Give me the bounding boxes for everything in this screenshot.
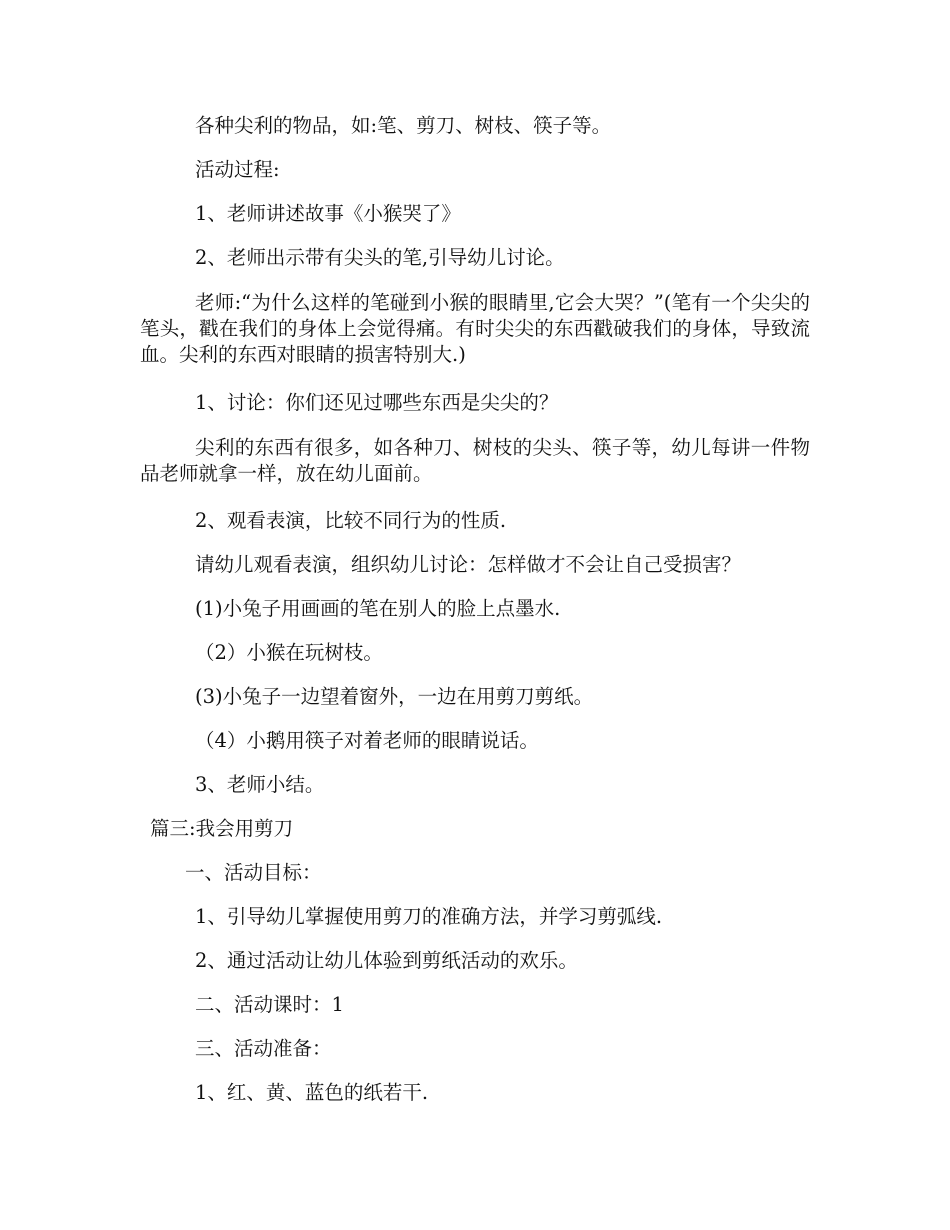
text-line: (1)小兔子用画画的笔在别人的脸上点墨水. xyxy=(195,597,561,620)
text-line: 1、讨论：你们还见过哪些东西是尖尖的？ xyxy=(195,391,559,414)
text-line: 各种尖利的物品，如:笔、剪刀、树枝、筷子等。 xyxy=(195,114,612,137)
text-line: 2、通过活动让幼儿体验到剪纸活动的欢乐。 xyxy=(195,949,578,972)
text-line: 二、活动课时：1 xyxy=(195,993,344,1016)
section-heading: 篇三:我会用剪刀 xyxy=(150,817,294,840)
text-line: （2）小猴在玩树枝。 xyxy=(195,641,383,664)
paragraph: 尖利的东西有很多，如各种刀、树枝的尖头、筷子等，幼儿每讲一件物品老师就拿一样，放在幼儿面前。 xyxy=(140,436,810,485)
text-line: （4）小鹅用筷子对着老师的眼睛说话。 xyxy=(195,729,539,752)
text-line: 1、红、黄、蓝色的纸若干. xyxy=(195,1081,429,1104)
text-line: 2、观看表演，比较不同行为的性质. xyxy=(195,509,507,532)
text-line: 2、老师出示带有尖头的笔,引导幼儿讨论。 xyxy=(195,246,565,269)
text-line: 一、活动目标： xyxy=(185,861,322,884)
text-line: 活动过程: xyxy=(195,158,280,181)
text-line: (3)小兔子一边望着窗外，一边在用剪刀剪纸。 xyxy=(195,685,594,708)
text-line: 3、老师小结。 xyxy=(195,773,325,796)
paragraph: 老师:“为什么这样的笔碰到小猴的眼睛里,它会大哭？”(笔有一个尖尖的笔头，戳在我们的身体上会觉得痛。有时尖尖的东西戳破我们的身体，导致流血。尖利的东西对眼睛的损害特别大.) xyxy=(140,291,810,366)
text-line: 1、老师讲述故事《小猴哭了》 xyxy=(195,202,461,225)
text-line: 请幼儿观看表演，组织幼儿讨论：怎样做才不会让自己受损害？ xyxy=(195,553,742,576)
text-line: 三、活动准备： xyxy=(195,1037,332,1060)
text-line: 1、引导幼儿掌握使用剪刀的准确方法，并学习剪弧线. xyxy=(195,905,663,928)
